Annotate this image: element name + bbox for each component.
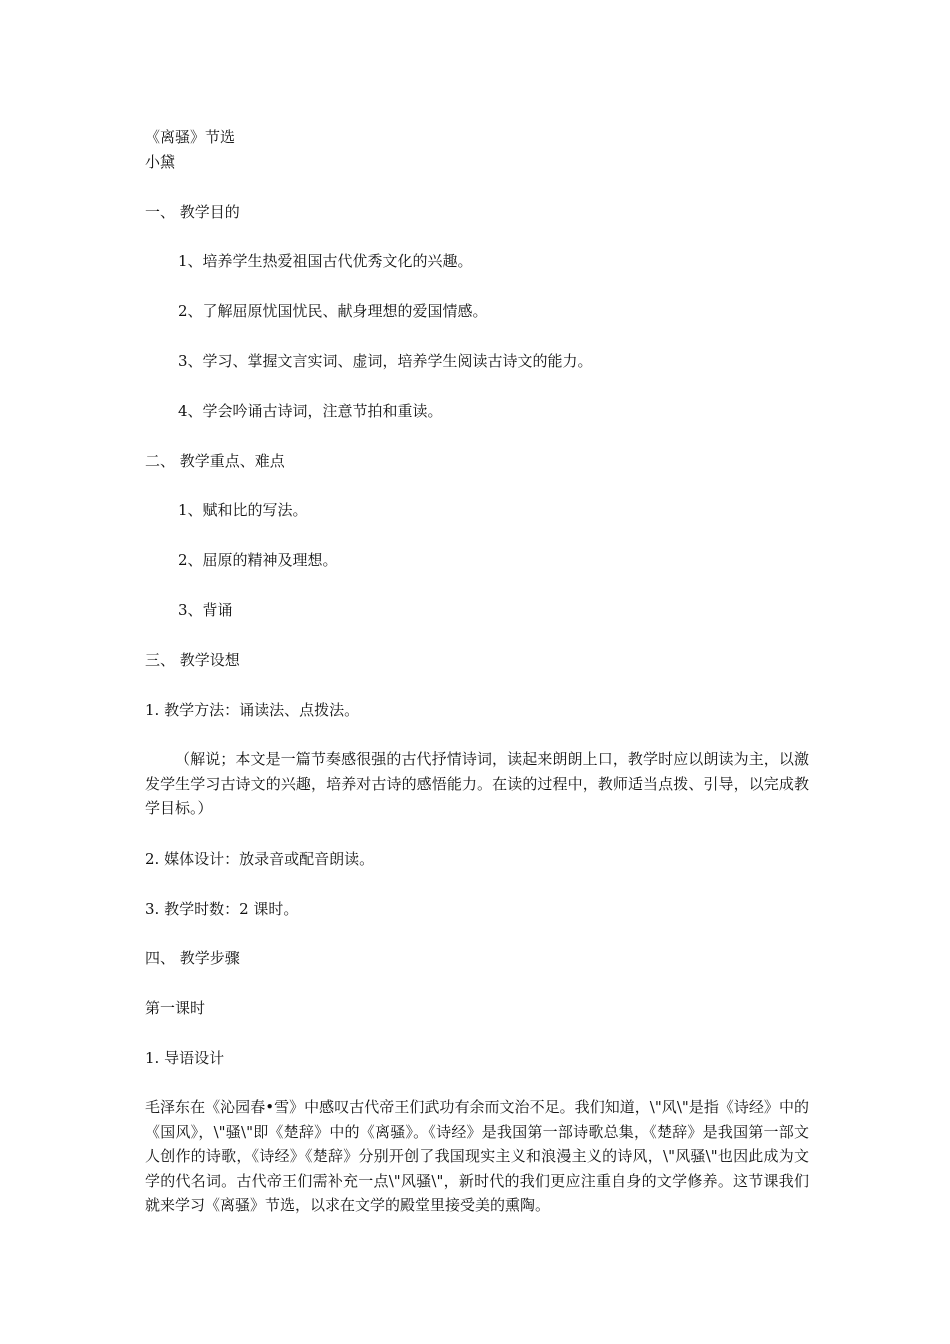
section-heading-key-points: 二、 教学重点、难点 bbox=[145, 452, 285, 470]
objective-item: 2、了解屈原忧国忧民、献身理想的爱国情感。 bbox=[178, 302, 488, 320]
objective-item: 4、学会吟诵古诗词，注意节拍和重读。 bbox=[178, 402, 443, 420]
section-heading-objectives: 一、 教学目的 bbox=[145, 203, 240, 221]
section-heading-design: 三、 教学设想 bbox=[145, 651, 240, 669]
key-point-item: 1、赋和比的写法。 bbox=[178, 501, 308, 519]
teaching-method: 1. 教学方法：诵读法、点拨法。 bbox=[145, 701, 360, 719]
document-author: 小黛 bbox=[145, 153, 176, 171]
lesson-label: 第一课时 bbox=[145, 999, 206, 1017]
intro-paragraph: 毛泽东在《沁园春•雪》中感叹古代帝王们武功有余而文治不足。我们知道，\"风\"是指《诗经》中的《国风》，\"骚\"即《楚辞》中的《离骚》。《诗经》是我国第一部诗歌总集，《楚辞》是我国第一部文人创作的诗歌，《诗经》《楚辞》分别开创了我国现实主义和浪漫主义的诗风，\"风骚\"也因此成为文学的代名词。古代帝王们需补充一点\"风骚\"，新时代的我们更应注重自身的文学修养。这节课我们就来学习《离骚》节选，以求在文学的殿堂里接受美的熏陶。 bbox=[145, 1098, 809, 1214]
key-point-item: 3、背诵 bbox=[178, 601, 233, 619]
objective-item: 1、培养学生热爱祖国古代优秀文化的兴趣。 bbox=[178, 252, 473, 270]
key-point-item: 2、屈原的精神及理想。 bbox=[178, 551, 338, 569]
teaching-hours: 3. 教学时数：2 课时。 bbox=[145, 900, 299, 918]
section-heading-steps: 四、 教学步骤 bbox=[145, 949, 240, 967]
objective-item: 3、学习、掌握文言实词、虚词，培养学生阅读古诗文的能力。 bbox=[178, 352, 593, 370]
document-title: 《离骚》节选 bbox=[145, 128, 236, 146]
media-design: 2. 媒体设计：放录音或配音朗读。 bbox=[145, 850, 375, 868]
subsection-heading-intro: 1. 导语设计 bbox=[145, 1049, 225, 1067]
method-explanation: （解说；本文是一篇节奏感很强的古代抒情诗词，读起来朗朗上口，教学时应以朗读为主，以激发学生学习古诗文的兴趣，培养对古诗的感悟能力。在读的过程中，教师适当点拨、引导，以完成教学目标。） bbox=[145, 750, 809, 817]
